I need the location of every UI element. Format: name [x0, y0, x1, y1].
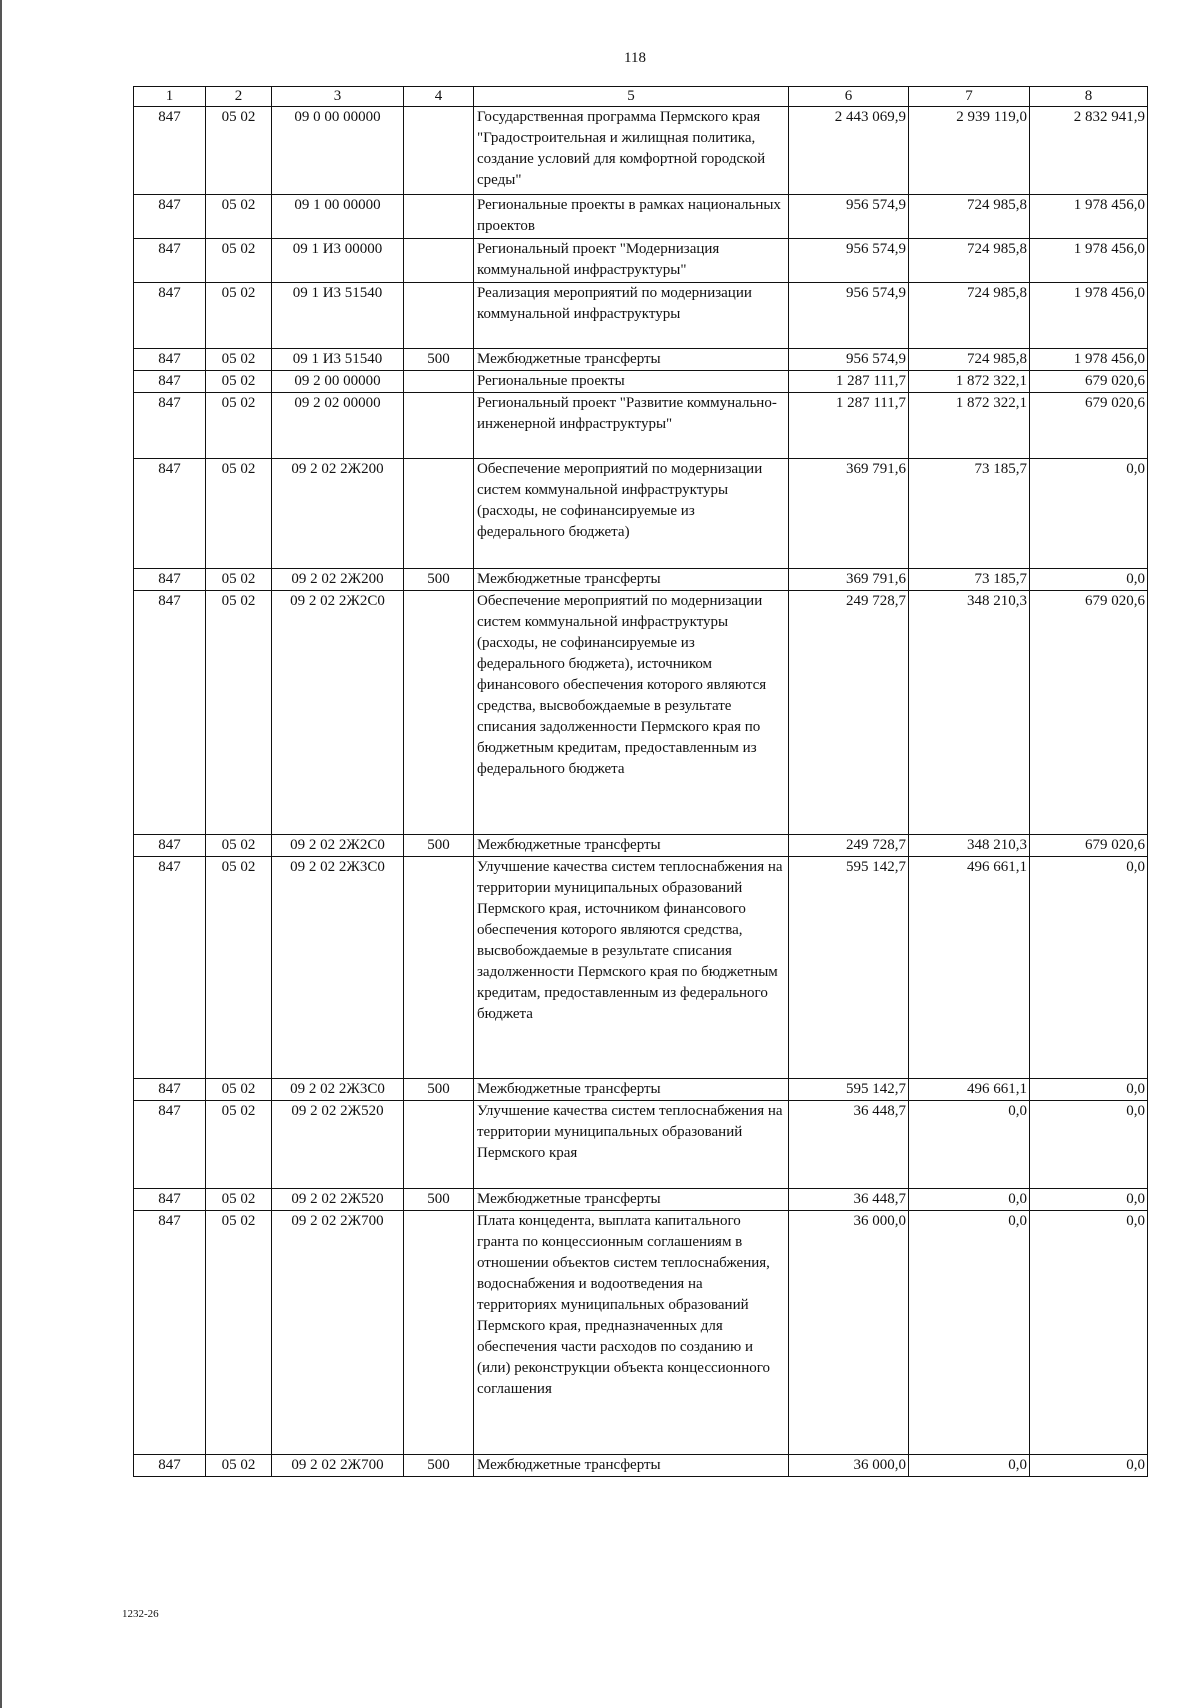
cell-amount-3: 1 978 456,0 — [1030, 349, 1148, 371]
table-row — [134, 1189, 1148, 1211]
table-row — [134, 195, 1148, 239]
cell-grbs: 847 — [134, 349, 206, 371]
cell-target-article: 09 2 02 2Ж2С0 — [272, 835, 404, 857]
cell-amount-1: 2 443 069,9 — [789, 107, 909, 195]
table-row — [134, 1455, 1148, 1477]
cell-amount-3: 0,0 — [1030, 857, 1148, 1079]
cell-name: Государственная программа Пермского края "Градостроительная и жилищная политика, создание условий для комфортной городской среды" — [474, 107, 789, 195]
cell-section: 05 02 — [206, 283, 272, 349]
cell-section: 05 02 — [206, 239, 272, 283]
header-cell: 5 — [474, 87, 789, 107]
cell-amount-1: 595 142,7 — [789, 857, 909, 1079]
cell-grbs: 847 — [134, 371, 206, 393]
cell-amount-3: 0,0 — [1030, 459, 1148, 569]
table-row — [134, 371, 1148, 393]
cell-amount-3: 679 020,6 — [1030, 371, 1148, 393]
cell-name: Обеспечение мероприятий по модернизации систем коммунальной инфраструктуры (расходы, не софинансируемые из федерального бюджета), источником финансового обеспечения которого являются средства, высвобождаемые в результате списания задолженности Пермского края по бюджетным кредитам, предоставленным из федерального бюджета — [474, 591, 789, 835]
cell-grbs: 847 — [134, 569, 206, 591]
cell-target-article: 09 2 02 2Ж700 — [272, 1211, 404, 1455]
cell-grbs: 847 — [134, 1211, 206, 1455]
cell-name: Обеспечение мероприятий по модернизации систем коммунальной инфраструктуры (расходы, не софинансируемые из федерального бюджета) — [474, 459, 789, 569]
cell-grbs: 847 — [134, 591, 206, 835]
cell-amount-2: 0,0 — [909, 1189, 1030, 1211]
cell-amount-1: 36 000,0 — [789, 1211, 909, 1455]
table-row — [134, 591, 1148, 835]
cell-expense-type — [404, 1211, 474, 1455]
cell-expense-type — [404, 239, 474, 283]
cell-expense-type — [404, 591, 474, 835]
cell-grbs: 847 — [134, 107, 206, 195]
header-row — [134, 87, 1148, 107]
cell-amount-3: 679 020,6 — [1030, 835, 1148, 857]
cell-amount-1: 36 448,7 — [789, 1101, 909, 1189]
header-cell: 2 — [206, 87, 272, 107]
scan-edge — [0, 0, 2, 1708]
cell-name: Межбюджетные трансферты — [474, 1079, 789, 1101]
cell-expense-type — [404, 1101, 474, 1189]
header-cell: 7 — [909, 87, 1030, 107]
cell-amount-1: 956 574,9 — [789, 195, 909, 239]
cell-section: 05 02 — [206, 857, 272, 1079]
cell-amount-1: 249 728,7 — [789, 591, 909, 835]
table-row — [134, 857, 1148, 1079]
header-cell: 6 — [789, 87, 909, 107]
cell-section: 05 02 — [206, 107, 272, 195]
cell-grbs: 847 — [134, 1455, 206, 1477]
cell-name: Межбюджетные трансферты — [474, 569, 789, 591]
cell-amount-2: 1 872 322,1 — [909, 371, 1030, 393]
cell-expense-type: 500 — [404, 835, 474, 857]
cell-name: Межбюджетные трансферты — [474, 1455, 789, 1477]
cell-amount-1: 595 142,7 — [789, 1079, 909, 1101]
cell-amount-1: 36 000,0 — [789, 1455, 909, 1477]
cell-name: Региональный проект "Развитие коммунально-инженерной инфраструктуры" — [474, 393, 789, 459]
cell-section: 05 02 — [206, 569, 272, 591]
table-body — [134, 107, 1148, 1477]
cell-amount-3: 679 020,6 — [1030, 591, 1148, 835]
cell-section: 05 02 — [206, 591, 272, 835]
cell-amount-3: 0,0 — [1030, 1101, 1148, 1189]
cell-target-article: 09 2 02 2Ж200 — [272, 459, 404, 569]
cell-amount-3: 0,0 — [1030, 1455, 1148, 1477]
cell-amount-3: 1 978 456,0 — [1030, 239, 1148, 283]
cell-amount-2: 0,0 — [909, 1101, 1030, 1189]
cell-amount-2: 348 210,3 — [909, 835, 1030, 857]
cell-grbs: 847 — [134, 459, 206, 569]
cell-grbs: 847 — [134, 835, 206, 857]
cell-section: 05 02 — [206, 459, 272, 569]
cell-name: Реализация мероприятий по модернизации коммунальной инфраструктуры — [474, 283, 789, 349]
cell-name: Региональные проекты в рамках национальных проектов — [474, 195, 789, 239]
header-cell: 1 — [134, 87, 206, 107]
cell-grbs: 847 — [134, 1079, 206, 1101]
cell-amount-1: 956 574,9 — [789, 349, 909, 371]
cell-amount-2: 2 939 119,0 — [909, 107, 1030, 195]
cell-amount-3: 0,0 — [1030, 569, 1148, 591]
table-row — [134, 283, 1148, 349]
cell-grbs: 847 — [134, 393, 206, 459]
cell-target-article: 09 1 00 00000 — [272, 195, 404, 239]
cell-expense-type: 500 — [404, 1079, 474, 1101]
table-row — [134, 107, 1148, 195]
cell-section: 05 02 — [206, 349, 272, 371]
cell-section: 05 02 — [206, 195, 272, 239]
cell-amount-1: 249 728,7 — [789, 835, 909, 857]
cell-target-article: 09 1 И3 00000 — [272, 239, 404, 283]
cell-amount-2: 724 985,8 — [909, 283, 1030, 349]
table-row — [134, 1211, 1148, 1455]
cell-section: 05 02 — [206, 393, 272, 459]
cell-amount-2: 0,0 — [909, 1211, 1030, 1455]
cell-expense-type — [404, 393, 474, 459]
cell-amount-3: 1 978 456,0 — [1030, 283, 1148, 349]
cell-expense-type — [404, 371, 474, 393]
cell-name: Региональный проект "Модернизация коммунальной инфраструктуры" — [474, 239, 789, 283]
cell-section: 05 02 — [206, 1101, 272, 1189]
cell-amount-2: 724 985,8 — [909, 195, 1030, 239]
cell-amount-1: 956 574,9 — [789, 283, 909, 349]
cell-name: Межбюджетные трансферты — [474, 1189, 789, 1211]
table-row — [134, 349, 1148, 371]
cell-target-article: 09 1 И3 51540 — [272, 283, 404, 349]
cell-amount-2: 496 661,1 — [909, 1079, 1030, 1101]
cell-amount-3: 2 832 941,9 — [1030, 107, 1148, 195]
cell-name: Межбюджетные трансферты — [474, 349, 789, 371]
cell-amount-2: 496 661,1 — [909, 857, 1030, 1079]
cell-expense-type — [404, 459, 474, 569]
cell-section: 05 02 — [206, 1189, 272, 1211]
cell-expense-type — [404, 283, 474, 349]
cell-amount-1: 956 574,9 — [789, 239, 909, 283]
cell-amount-2: 1 872 322,1 — [909, 393, 1030, 459]
cell-amount-1: 1 287 111,7 — [789, 393, 909, 459]
table-row — [134, 1079, 1148, 1101]
cell-amount-1: 36 448,7 — [789, 1189, 909, 1211]
cell-section: 05 02 — [206, 1079, 272, 1101]
header-cell: 4 — [404, 87, 474, 107]
cell-name: Межбюджетные трансферты — [474, 835, 789, 857]
document-code: 1232-26 — [122, 1608, 159, 1620]
cell-name: Региональные проекты — [474, 371, 789, 393]
cell-expense-type — [404, 195, 474, 239]
cell-target-article: 09 2 02 2Ж3С0 — [272, 857, 404, 1079]
cell-expense-type: 500 — [404, 569, 474, 591]
cell-target-article: 09 2 02 2Ж2С0 — [272, 591, 404, 835]
cell-target-article: 09 0 00 00000 — [272, 107, 404, 195]
cell-section: 05 02 — [206, 371, 272, 393]
cell-amount-2: 348 210,3 — [909, 591, 1030, 835]
cell-amount-3: 0,0 — [1030, 1189, 1148, 1211]
page-number: 118 — [624, 50, 646, 66]
cell-amount-1: 369 791,6 — [789, 459, 909, 569]
cell-grbs: 847 — [134, 1189, 206, 1211]
table-row — [134, 239, 1148, 283]
cell-target-article: 09 1 И3 51540 — [272, 349, 404, 371]
cell-amount-2: 73 185,7 — [909, 459, 1030, 569]
cell-amount-3: 679 020,6 — [1030, 393, 1148, 459]
cell-target-article: 09 2 02 2Ж200 — [272, 569, 404, 591]
cell-grbs: 847 — [134, 1101, 206, 1189]
table-row — [134, 1101, 1148, 1189]
cell-amount-2: 724 985,8 — [909, 349, 1030, 371]
cell-amount-1: 369 791,6 — [789, 569, 909, 591]
cell-grbs: 847 — [134, 195, 206, 239]
cell-grbs: 847 — [134, 857, 206, 1079]
cell-amount-1: 1 287 111,7 — [789, 371, 909, 393]
table-row — [134, 393, 1148, 459]
cell-section: 05 02 — [206, 1455, 272, 1477]
cell-section: 05 02 — [206, 835, 272, 857]
cell-amount-3: 0,0 — [1030, 1211, 1148, 1455]
cell-name: Улучшение качества систем теплоснабжения на территории муниципальных образований Пермского края, источником финансового обеспечения которого являются средства, высвобождаемые в результате списания задолженности Пермского края по бюджетным кредитам, предоставленным из федерального бюджета — [474, 857, 789, 1079]
header-cell: 8 — [1030, 87, 1148, 107]
cell-expense-type: 500 — [404, 349, 474, 371]
budget-table — [133, 86, 1148, 1477]
cell-grbs: 847 — [134, 283, 206, 349]
cell-target-article: 09 2 00 00000 — [272, 371, 404, 393]
cell-target-article: 09 2 02 2Ж520 — [272, 1189, 404, 1211]
cell-amount-2: 73 185,7 — [909, 569, 1030, 591]
cell-expense-type: 500 — [404, 1189, 474, 1211]
header-cell: 3 — [272, 87, 404, 107]
cell-name: Плата концедента, выплата капитального гранта по концессионным соглашениям в отношении объектов систем теплоснабжения, водоснабжения и водоотведения на территориях муниципальных образований Пермского края, предназначенных для обеспечения части расходов по созданию и (или) реконструкции объекта концессионного соглашения — [474, 1211, 789, 1455]
cell-grbs: 847 — [134, 239, 206, 283]
cell-target-article: 09 2 02 2Ж700 — [272, 1455, 404, 1477]
cell-section: 05 02 — [206, 1211, 272, 1455]
cell-amount-3: 0,0 — [1030, 1079, 1148, 1101]
table-row — [134, 569, 1148, 591]
cell-target-article: 09 2 02 2Ж520 — [272, 1101, 404, 1189]
cell-amount-3: 1 978 456,0 — [1030, 195, 1148, 239]
cell-name: Улучшение качества систем теплоснабжения на территории муниципальных образований Пермского края — [474, 1101, 789, 1189]
cell-amount-2: 724 985,8 — [909, 239, 1030, 283]
cell-target-article: 09 2 02 2Ж3С0 — [272, 1079, 404, 1101]
cell-expense-type — [404, 857, 474, 1079]
cell-target-article: 09 2 02 00000 — [272, 393, 404, 459]
table-row — [134, 835, 1148, 857]
cell-expense-type — [404, 107, 474, 195]
cell-amount-2: 0,0 — [909, 1455, 1030, 1477]
cell-expense-type: 500 — [404, 1455, 474, 1477]
table-row — [134, 459, 1148, 569]
